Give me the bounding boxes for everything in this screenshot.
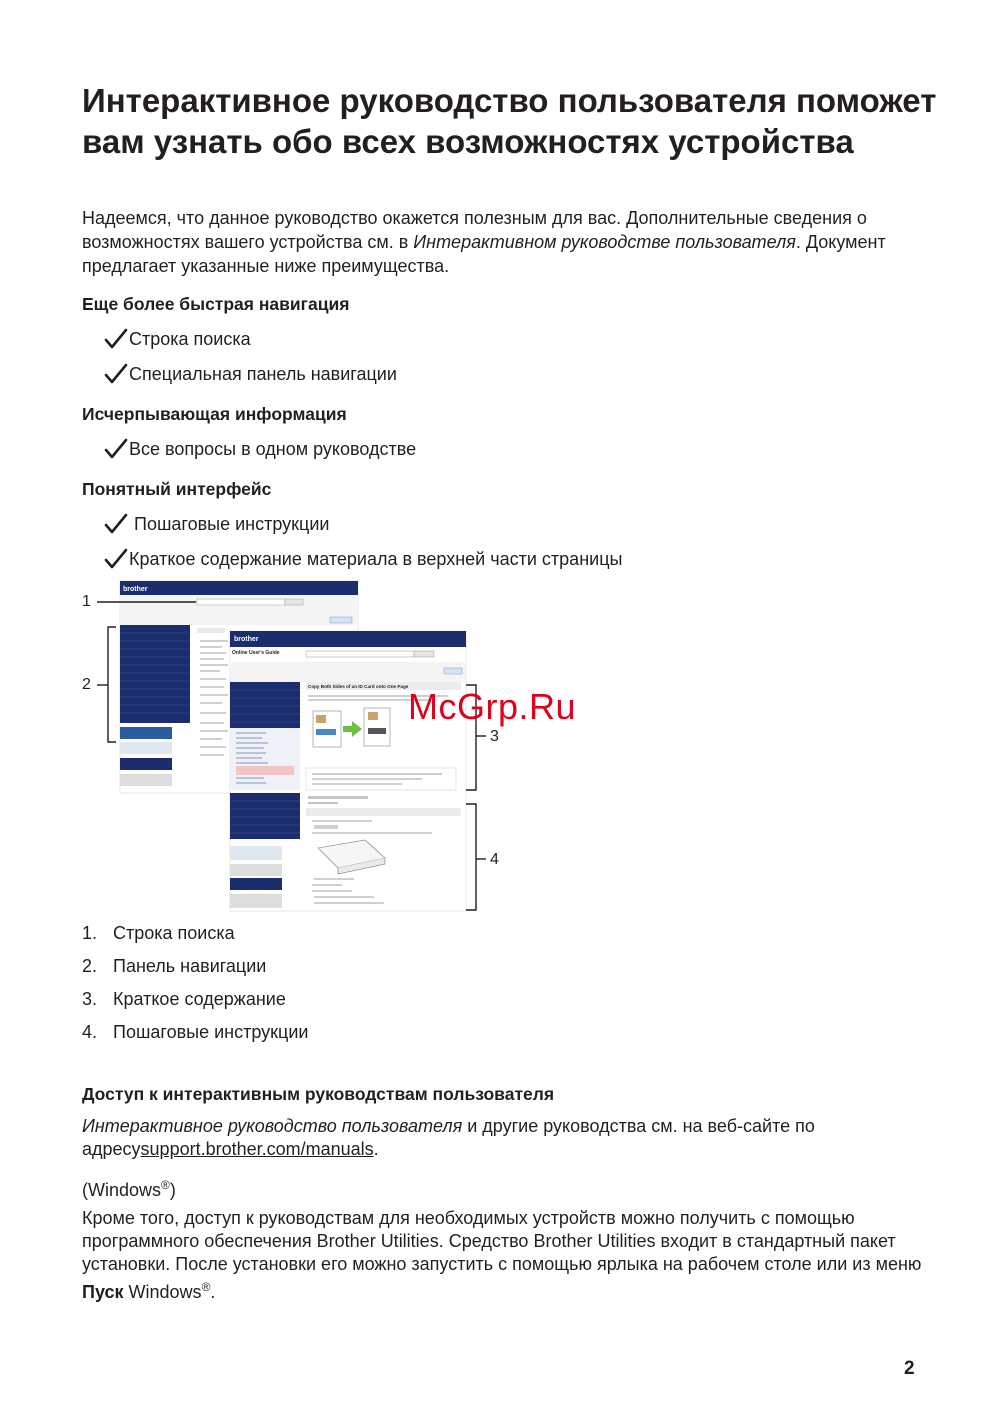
page-title: Интерактивное руководство пользователя поможет вам узнать обо всех возможностях устройства xyxy=(82,82,937,160)
access-text: и другие руководства см. на веб-сайте по адресу xyxy=(82,1116,815,1159)
legend-item xyxy=(82,956,266,977)
search-button-front[interactable] xyxy=(414,651,434,657)
checkmark-icon xyxy=(104,513,128,535)
brand-logo-text: brother xyxy=(123,586,148,593)
registered-mark: ® xyxy=(161,1178,170,1192)
intro-text-2: . Документ предлагает указанные ниже преимущества. xyxy=(82,232,886,276)
access-paragraph-1 xyxy=(82,1115,942,1161)
legend-number: 1. xyxy=(82,923,98,943)
brand-logo-text-front: brother xyxy=(234,636,259,643)
access-heading: Доступ к интерактивным руководствам пользователя xyxy=(82,1084,555,1104)
access-paragraph-2 xyxy=(82,1207,942,1304)
checkmark-icon xyxy=(104,438,128,460)
period: . xyxy=(210,1282,216,1302)
feature-item xyxy=(104,438,416,460)
search-box[interactable] xyxy=(197,599,285,605)
intro-italic: Интерактивном руководстве пользователя xyxy=(413,232,796,252)
windows-close: ) xyxy=(169,1180,176,1200)
access-text-end: . xyxy=(373,1139,379,1159)
guide-name-italic: Интерактивное руководство пользователя xyxy=(82,1116,463,1136)
feature-heading-navigation: Еще более быстрая навигация xyxy=(82,294,350,314)
feature-heading-interface: Понятный интерфейс xyxy=(82,479,272,499)
feature-heading-info: Исчерпывающая информация xyxy=(82,404,347,424)
windows-label: (Windows xyxy=(82,1180,162,1200)
legend-label: Пошаговые инструкции xyxy=(113,1022,309,1042)
checkmark-icon xyxy=(104,363,128,385)
intro-text-1: Надеемся, что данное руководство окажется полезным для вас. Дополнительные сведения о возможностях вашего устройства см. в xyxy=(82,208,867,252)
search-box-front[interactable] xyxy=(306,651,414,657)
utilities-text: Кроме того, доступ к руководствам для необходимых устройств можно получить с помощью программного обеспечения Brother Utilities. Средство Brother Utilities входит в стандартный пакет установки. После установки его можно запустить с помощью ярлыка на рабочем столе или из меню xyxy=(82,1208,922,1274)
online-guide-illustration xyxy=(80,578,520,918)
manuals-link[interactable]: support.brother.com/manuals xyxy=(140,1139,374,1159)
start-menu-bold: Пуск xyxy=(82,1282,124,1302)
callout-3: 3 xyxy=(490,728,499,745)
content-heading: Copy Both Sides of an ID Card onto One Page xyxy=(308,684,409,689)
feature-item-label: Краткое содержание материала в верхней части страницы xyxy=(129,549,623,569)
callout-1: 1 xyxy=(82,593,91,610)
feature-item xyxy=(104,363,397,385)
checkmark-icon xyxy=(104,328,128,350)
search-button[interactable] xyxy=(285,599,303,605)
legend-label: Панель навигации xyxy=(113,956,267,976)
legend-item xyxy=(82,989,286,1010)
feature-item-label: Пошаговые инструкции xyxy=(129,514,330,534)
windows-label-line xyxy=(82,1174,942,1202)
feature-item xyxy=(104,328,251,350)
checkmark-icon xyxy=(104,548,128,570)
callout-2: 2 xyxy=(82,676,91,693)
feature-item-label: Строка поиска xyxy=(129,329,251,349)
feature-item-label: Все вопросы в одном руководстве xyxy=(129,439,417,459)
legend-label: Краткое содержание xyxy=(113,989,286,1009)
front-window xyxy=(230,631,466,911)
feature-item xyxy=(104,513,329,535)
legend-number: 2. xyxy=(82,956,98,976)
feature-item xyxy=(104,548,622,570)
legend-number: 3. xyxy=(82,989,98,1009)
intro-paragraph xyxy=(82,206,942,278)
window-title-text: Online User's Guide xyxy=(232,650,280,656)
feature-item-label: Специальная панель навигации xyxy=(129,364,397,384)
legend-number: 4. xyxy=(82,1022,98,1042)
legend-item xyxy=(82,923,235,944)
page-number: 2 xyxy=(904,1358,915,1379)
nav-panel xyxy=(120,625,190,723)
watermark: McGrp.Ru xyxy=(408,686,577,727)
callout-4: 4 xyxy=(490,851,499,868)
registered-mark: ® xyxy=(201,1280,211,1294)
legend-label: Строка поиска xyxy=(113,923,235,943)
windows-text: Windows xyxy=(123,1282,202,1302)
legend-item xyxy=(82,1022,308,1043)
